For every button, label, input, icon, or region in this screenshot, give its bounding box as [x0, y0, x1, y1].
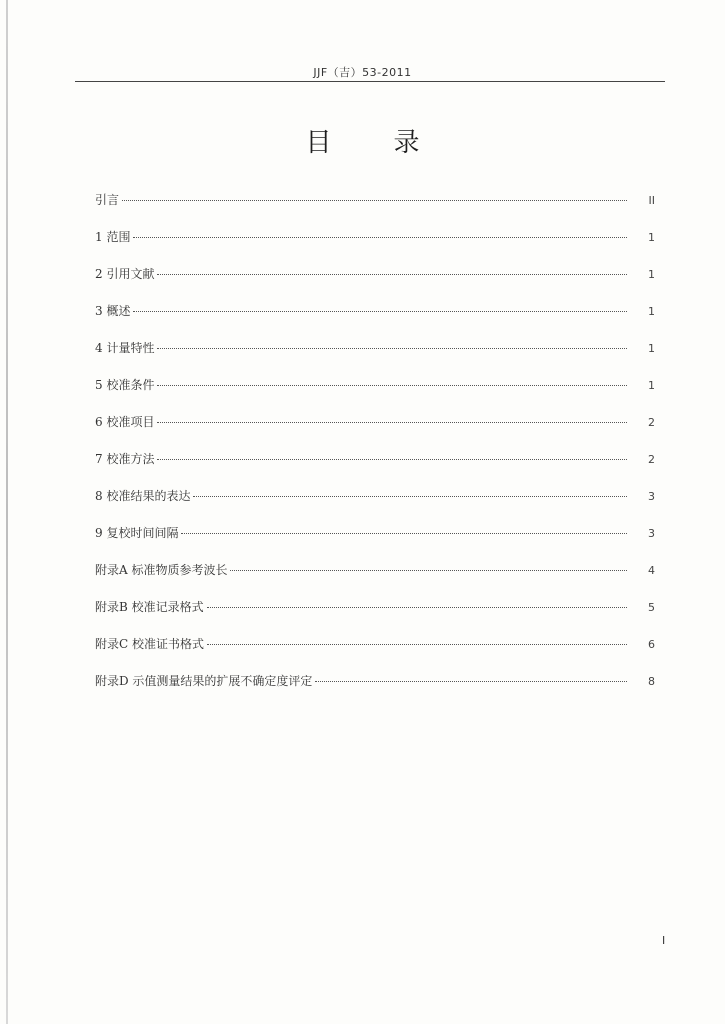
toc-leader-dots	[157, 459, 627, 460]
toc-entry[interactable]	[95, 561, 655, 598]
toc-entry-page: 6	[648, 638, 655, 651]
toc-entry-page: 1	[648, 305, 655, 318]
toc-leader-dots	[157, 422, 627, 423]
page-number: I	[662, 934, 666, 947]
toc-entry-page: II	[648, 194, 655, 207]
toc-entry[interactable]	[95, 598, 655, 635]
toc-entry-page: 8	[648, 675, 655, 688]
toc-entry[interactable]	[95, 265, 655, 302]
toc-leader-dots	[193, 496, 627, 497]
toc-title: 目录	[305, 128, 482, 158]
toc-entry[interactable]	[95, 191, 655, 228]
toc-entry-page: 3	[648, 490, 655, 503]
toc-entry-page: 2	[648, 453, 655, 466]
toc-entry-label: 5 校准条件	[95, 378, 155, 392]
toc-entry[interactable]	[95, 302, 655, 339]
toc-leader-dots	[133, 311, 627, 312]
toc-entry-page: 1	[648, 268, 655, 281]
toc-entry-label: 附录B 校准记录格式	[95, 600, 204, 614]
toc-entry-label: 附录D 示值测量结果的扩展不确定度评定	[95, 674, 313, 688]
toc-entry-label: 附录A 标准物质参考波长	[95, 563, 228, 577]
toc-entry-label: 9 复校时间间隔	[95, 526, 179, 540]
toc-entry[interactable]	[95, 450, 655, 487]
toc-entry-page: 2	[648, 416, 655, 429]
toc-entry[interactable]	[95, 413, 655, 450]
toc-entry-page: 1	[648, 231, 655, 244]
toc-entry-page: 1	[648, 342, 655, 355]
toc-leader-dots	[122, 200, 627, 201]
toc-entry[interactable]	[95, 524, 655, 561]
toc-entry[interactable]	[95, 339, 655, 376]
toc-entry-page: 5	[648, 601, 655, 614]
toc-leader-dots	[207, 644, 627, 645]
header-rule	[75, 81, 665, 82]
toc-entry[interactable]	[95, 376, 655, 413]
toc-entry-page: 4	[648, 564, 655, 577]
toc-leader-dots	[230, 570, 627, 571]
toc-entry-label: 附录C 校准证书格式	[95, 637, 204, 651]
toc-entry[interactable]	[95, 635, 655, 672]
toc-entry[interactable]	[95, 228, 655, 265]
table-of-contents	[95, 191, 655, 709]
toc-entry[interactable]	[95, 672, 655, 709]
toc-leader-dots	[157, 274, 627, 275]
toc-entry-label: 引言	[95, 193, 120, 207]
standard-code: JJF（吉）53-2011	[313, 66, 412, 79]
toc-entry-label: 4 计量特性	[95, 341, 155, 355]
toc-leader-dots	[133, 237, 627, 238]
toc-entry-page: 3	[648, 527, 655, 540]
toc-entry-label: 7 校准方法	[95, 452, 155, 466]
toc-entry-label: 1 范围	[95, 230, 131, 244]
toc-leader-dots	[315, 681, 627, 682]
toc-entry[interactable]	[95, 487, 655, 524]
toc-leader-dots	[181, 533, 627, 534]
toc-leader-dots	[157, 348, 627, 349]
toc-entry-page: 1	[648, 379, 655, 392]
toc-leader-dots	[157, 385, 627, 386]
toc-entry-label: 6 校准项目	[95, 415, 155, 429]
toc-entry-label: 2 引用文献	[95, 267, 155, 281]
toc-entry-label: 3 概述	[95, 304, 131, 318]
toc-leader-dots	[207, 607, 627, 608]
toc-entry-label: 8 校准结果的表达	[95, 489, 191, 503]
